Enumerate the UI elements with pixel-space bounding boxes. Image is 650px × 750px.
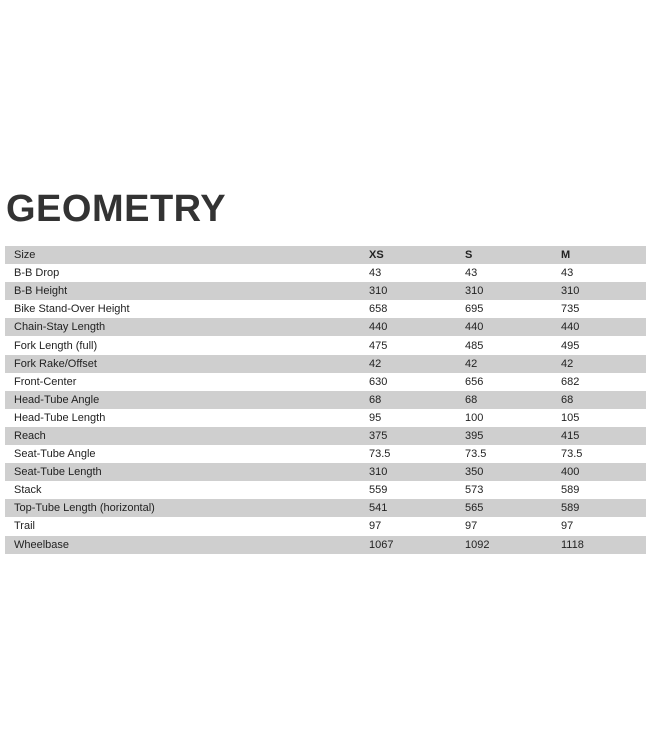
cell-m: 735 bbox=[561, 303, 580, 316]
cell-xs: 1067 bbox=[369, 538, 394, 551]
row-label: B-B Height bbox=[14, 285, 68, 298]
cell-xs: 68 bbox=[369, 393, 382, 406]
row-label: Reach bbox=[14, 429, 46, 442]
size-header-label: Size bbox=[14, 249, 36, 262]
table-row bbox=[5, 481, 646, 499]
cell-s: 73.5 bbox=[465, 448, 487, 461]
row-label: Head-Tube Angle bbox=[14, 393, 100, 406]
table-row bbox=[5, 536, 646, 554]
cell-s: 43 bbox=[465, 267, 478, 280]
table-row bbox=[5, 300, 646, 318]
row-label: Head-Tube Length bbox=[14, 411, 106, 424]
cell-m: 589 bbox=[561, 502, 580, 515]
cell-s: 350 bbox=[465, 466, 484, 479]
geometry-table bbox=[5, 246, 646, 554]
cell-s: 395 bbox=[465, 429, 484, 442]
size-header-xs: XS bbox=[369, 249, 384, 262]
row-label: Bike Stand-Over Height bbox=[14, 303, 130, 316]
row-label: Chain-Stay Length bbox=[14, 321, 106, 334]
row-label: Front-Center bbox=[14, 375, 77, 388]
table-row bbox=[5, 499, 646, 517]
cell-xs: 73.5 bbox=[369, 448, 391, 461]
cell-s: 42 bbox=[465, 357, 478, 370]
cell-xs: 475 bbox=[369, 339, 388, 352]
cell-m: 42 bbox=[561, 357, 574, 370]
cell-s: 100 bbox=[465, 411, 484, 424]
cell-xs: 97 bbox=[369, 520, 382, 533]
cell-m: 440 bbox=[561, 321, 580, 334]
cell-s: 485 bbox=[465, 339, 484, 352]
cell-m: 68 bbox=[561, 393, 574, 406]
cell-xs: 559 bbox=[369, 484, 388, 497]
cell-xs: 630 bbox=[369, 375, 388, 388]
row-label: Top-Tube Length (horizontal) bbox=[14, 502, 155, 515]
table-row bbox=[5, 318, 646, 336]
table-row bbox=[5, 427, 646, 445]
cell-m: 682 bbox=[561, 375, 580, 388]
row-label: Wheelbase bbox=[14, 538, 70, 551]
size-header-s: S bbox=[465, 249, 473, 262]
cell-m: 400 bbox=[561, 466, 580, 479]
cell-s: 573 bbox=[465, 484, 484, 497]
cell-s: 68 bbox=[465, 393, 478, 406]
cell-s: 565 bbox=[465, 502, 484, 515]
cell-m: 43 bbox=[561, 267, 574, 280]
cell-xs: 375 bbox=[369, 429, 388, 442]
cell-s: 1092 bbox=[465, 538, 490, 551]
table-row bbox=[5, 463, 646, 481]
cell-m: 105 bbox=[561, 411, 580, 424]
table-row bbox=[5, 373, 646, 391]
cell-m: 97 bbox=[561, 520, 574, 533]
table-row bbox=[5, 336, 646, 354]
cell-m: 310 bbox=[561, 285, 580, 298]
cell-s: 97 bbox=[465, 520, 478, 533]
cell-m: 1118 bbox=[561, 538, 584, 551]
cell-m: 73.5 bbox=[561, 448, 583, 461]
table-row bbox=[5, 282, 646, 300]
row-label: Seat-Tube Length bbox=[14, 466, 102, 479]
row-label: Fork Length (full) bbox=[14, 339, 98, 352]
cell-xs: 310 bbox=[369, 466, 388, 479]
cell-m: 415 bbox=[561, 429, 580, 442]
cell-xs: 43 bbox=[369, 267, 382, 280]
cell-s: 695 bbox=[465, 303, 484, 316]
cell-xs: 42 bbox=[369, 357, 382, 370]
cell-m: 495 bbox=[561, 339, 580, 352]
row-label: Seat-Tube Angle bbox=[14, 448, 96, 461]
cell-xs: 658 bbox=[369, 303, 388, 316]
table-row bbox=[5, 517, 646, 535]
table-row bbox=[5, 445, 646, 463]
row-label: B-B Drop bbox=[14, 267, 60, 280]
table-row bbox=[5, 264, 646, 282]
row-label: Fork Rake/Offset bbox=[14, 357, 97, 370]
cell-m: 589 bbox=[561, 484, 580, 497]
size-header-m: M bbox=[561, 249, 571, 262]
cell-xs: 95 bbox=[369, 411, 382, 424]
page-title: GEOMETRY bbox=[6, 188, 227, 230]
cell-xs: 440 bbox=[369, 321, 388, 334]
cell-xs: 541 bbox=[369, 502, 388, 515]
table-row bbox=[5, 391, 646, 409]
table-header-row bbox=[5, 246, 646, 264]
cell-xs: 310 bbox=[369, 285, 388, 298]
table-row bbox=[5, 409, 646, 427]
cell-s: 310 bbox=[465, 285, 484, 298]
row-label: Trail bbox=[14, 520, 35, 533]
cell-s: 440 bbox=[465, 321, 484, 334]
row-label: Stack bbox=[14, 484, 42, 497]
cell-s: 656 bbox=[465, 375, 484, 388]
table-row bbox=[5, 355, 646, 373]
